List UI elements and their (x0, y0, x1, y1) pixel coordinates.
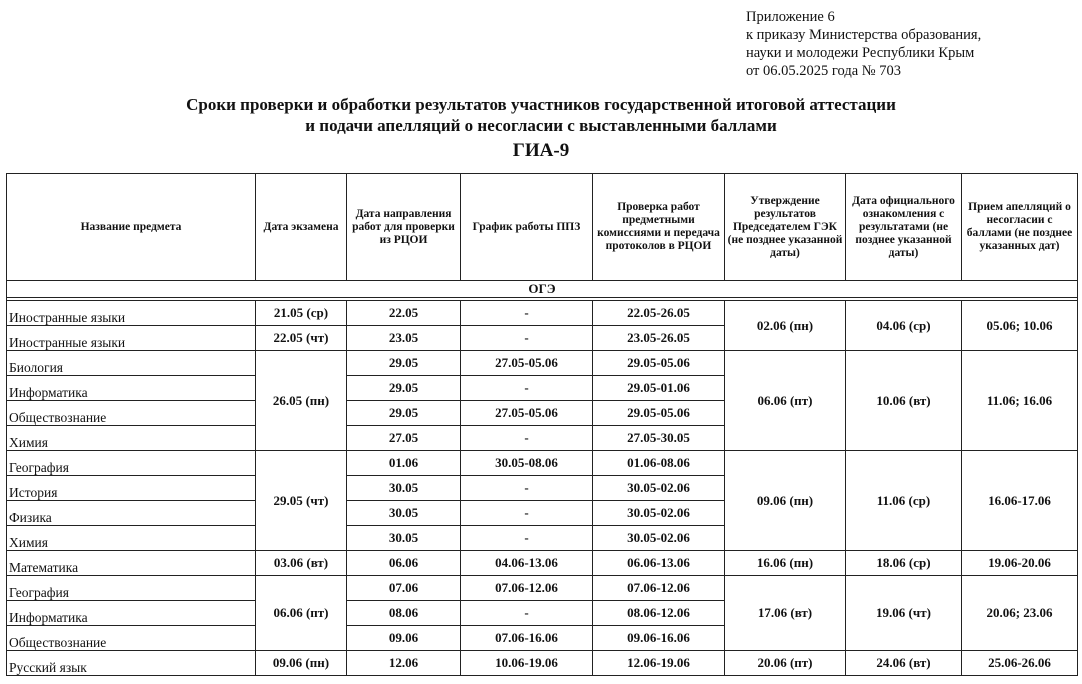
cell-check: 09.06-16.06 (593, 626, 725, 651)
cell-approve: 06.06 (пт) (725, 351, 846, 451)
annex-line: Приложение 6 (746, 9, 835, 25)
cell-send-date: 23.05 (347, 326, 461, 351)
cell-approve: 09.06 (пн) (725, 451, 846, 551)
cell-send-date: 30.05 (347, 526, 461, 551)
table-row (7, 301, 1078, 326)
cell-approve: 20.06 (пт) (725, 651, 846, 676)
cell-send-date: 29.05 (347, 401, 461, 426)
cell-subject: Химия (7, 526, 256, 551)
cell-check: 30.05-02.06 (593, 526, 725, 551)
cell-appeal: 11.06; 16.06 (962, 351, 1078, 451)
cell-send-date: 01.06 (347, 451, 461, 476)
cell-send-date: 06.06 (347, 551, 461, 576)
cell-subject: История (7, 476, 256, 501)
section-label: ОГЭ (7, 281, 1078, 298)
cell-subject: География (7, 576, 256, 601)
cell-send-date: 29.05 (347, 351, 461, 376)
cell-send-date: 30.05 (347, 476, 461, 501)
cell-send-date: 29.05 (347, 376, 461, 401)
cell-ppz: - (461, 501, 593, 526)
cell-subject: Русский язык (7, 651, 256, 676)
cell-official: 19.06 (чт) (846, 576, 962, 651)
cell-subject: Обществознание (7, 401, 256, 426)
cell-check: 29.05-01.06 (593, 376, 725, 401)
cell-ppz: 27.05-05.06 (461, 401, 593, 426)
cell-ppz: 30.05-08.06 (461, 451, 593, 476)
header-official: Дата официального ознакомления с результатами (не позднее указанной даты) (846, 174, 962, 281)
cell-check: 08.06-12.06 (593, 601, 725, 626)
cell-exam-date: 03.06 (вт) (256, 551, 347, 576)
cell-ppz: - (461, 526, 593, 551)
cell-check: 22.05-26.05 (593, 301, 725, 326)
annex-line: к приказу Министерства образования, (746, 27, 982, 43)
cell-subject: Математика (7, 551, 256, 576)
cell-ppz: 07.06-16.06 (461, 626, 593, 651)
cell-ppz: 04.06-13.06 (461, 551, 593, 576)
cell-check: 27.05-30.05 (593, 426, 725, 451)
cell-send-date: 07.06 (347, 576, 461, 601)
title-line: Сроки проверки и обработки результатов участников государственной итоговой аттестации (186, 95, 896, 114)
cell-subject: Информатика (7, 376, 256, 401)
cell-check: 23.05-26.05 (593, 326, 725, 351)
annex-line: от 06.05.2025 года № 703 (746, 63, 901, 79)
cell-exam-date: 21.05 (ср) (256, 301, 347, 326)
cell-exam-date: 29.05 (чт) (256, 451, 347, 551)
cell-exam-date: 26.05 (пн) (256, 351, 347, 451)
cell-check: 30.05-02.06 (593, 501, 725, 526)
cell-official: 18.06 (ср) (846, 551, 962, 576)
cell-ppz: - (461, 376, 593, 401)
cell-subject: Иностранные языки (7, 326, 256, 351)
cell-ppz: 07.06-12.06 (461, 576, 593, 601)
cell-official: 10.06 (вт) (846, 351, 962, 451)
header-send-date: Дата направления работ для проверки из РЦОИ (347, 174, 461, 281)
header-approve: Утверждение результатов Председателем ГЭК (не позднее указанной даты) (725, 174, 846, 281)
table-row (7, 576, 1078, 601)
cell-send-date: 30.05 (347, 501, 461, 526)
cell-exam-date: 09.06 (пн) (256, 651, 347, 676)
schedule-table (6, 173, 1078, 676)
annex-line: науки и молодежи Республики Крым (746, 45, 975, 61)
cell-send-date: 09.06 (347, 626, 461, 651)
cell-subject: Биология (7, 351, 256, 376)
header-check: Проверка работ предметными комиссиями и передача протоколов в РЦОИ (593, 174, 725, 281)
cell-send-date: 12.06 (347, 651, 461, 676)
cell-approve: 16.06 (пн) (725, 551, 846, 576)
cell-exam-date: 22.05 (чт) (256, 326, 347, 351)
cell-official: 24.06 (вт) (846, 651, 962, 676)
cell-approve: 02.06 (пн) (725, 301, 846, 351)
annex-note (746, 8, 981, 80)
cell-appeal: 16.06-17.06 (962, 451, 1078, 551)
header-appeal: Прием апелляций о несогласии с баллами (не позднее указанных дат) (962, 174, 1078, 281)
cell-send-date: 22.05 (347, 301, 461, 326)
cell-exam-date: 06.06 (пт) (256, 576, 347, 651)
cell-official: 11.06 (ср) (846, 451, 962, 551)
cell-check: 12.06-19.06 (593, 651, 725, 676)
cell-official: 04.06 (ср) (846, 301, 962, 351)
cell-check: 07.06-12.06 (593, 576, 725, 601)
cell-subject: Информатика (7, 601, 256, 626)
cell-check: 29.05-05.06 (593, 401, 725, 426)
cell-subject: География (7, 451, 256, 476)
cell-appeal: 19.06-20.06 (962, 551, 1078, 576)
cell-subject: Физика (7, 501, 256, 526)
cell-check: 30.05-02.06 (593, 476, 725, 501)
table-row (7, 651, 1078, 676)
cell-ppz: - (461, 426, 593, 451)
table-row (7, 351, 1078, 376)
document-subtitle: ГИА-9 (512, 140, 570, 161)
cell-check: 29.05-05.06 (593, 351, 725, 376)
document-title (0, 94, 1082, 136)
cell-appeal: 25.06-26.06 (962, 651, 1078, 676)
cell-ppz: 27.05-05.06 (461, 351, 593, 376)
cell-ppz: - (461, 301, 593, 326)
cell-ppz: - (461, 476, 593, 501)
cell-check: 06.06-13.06 (593, 551, 725, 576)
cell-subject: Химия (7, 426, 256, 451)
table-row (7, 451, 1078, 476)
cell-subject: Иностранные языки (7, 301, 256, 326)
header-subject: Название предмета (7, 174, 256, 281)
cell-appeal: 20.06; 23.06 (962, 576, 1078, 651)
header-exam-date: Дата экзамена (256, 174, 347, 281)
cell-ppz: - (461, 601, 593, 626)
title-line: и подачи апелляций о несогласии с выставленными баллами (305, 116, 777, 135)
header-ppz: График работы ППЗ (461, 174, 593, 281)
table-row (7, 551, 1078, 576)
cell-send-date: 27.05 (347, 426, 461, 451)
header-row (7, 174, 1078, 281)
cell-appeal: 05.06; 10.06 (962, 301, 1078, 351)
cell-approve: 17.06 (вт) (725, 576, 846, 651)
section-row (7, 281, 1078, 298)
cell-send-date: 08.06 (347, 601, 461, 626)
cell-ppz: 10.06-19.06 (461, 651, 593, 676)
cell-ppz: - (461, 326, 593, 351)
cell-subject: Обществознание (7, 626, 256, 651)
cell-check: 01.06-08.06 (593, 451, 725, 476)
